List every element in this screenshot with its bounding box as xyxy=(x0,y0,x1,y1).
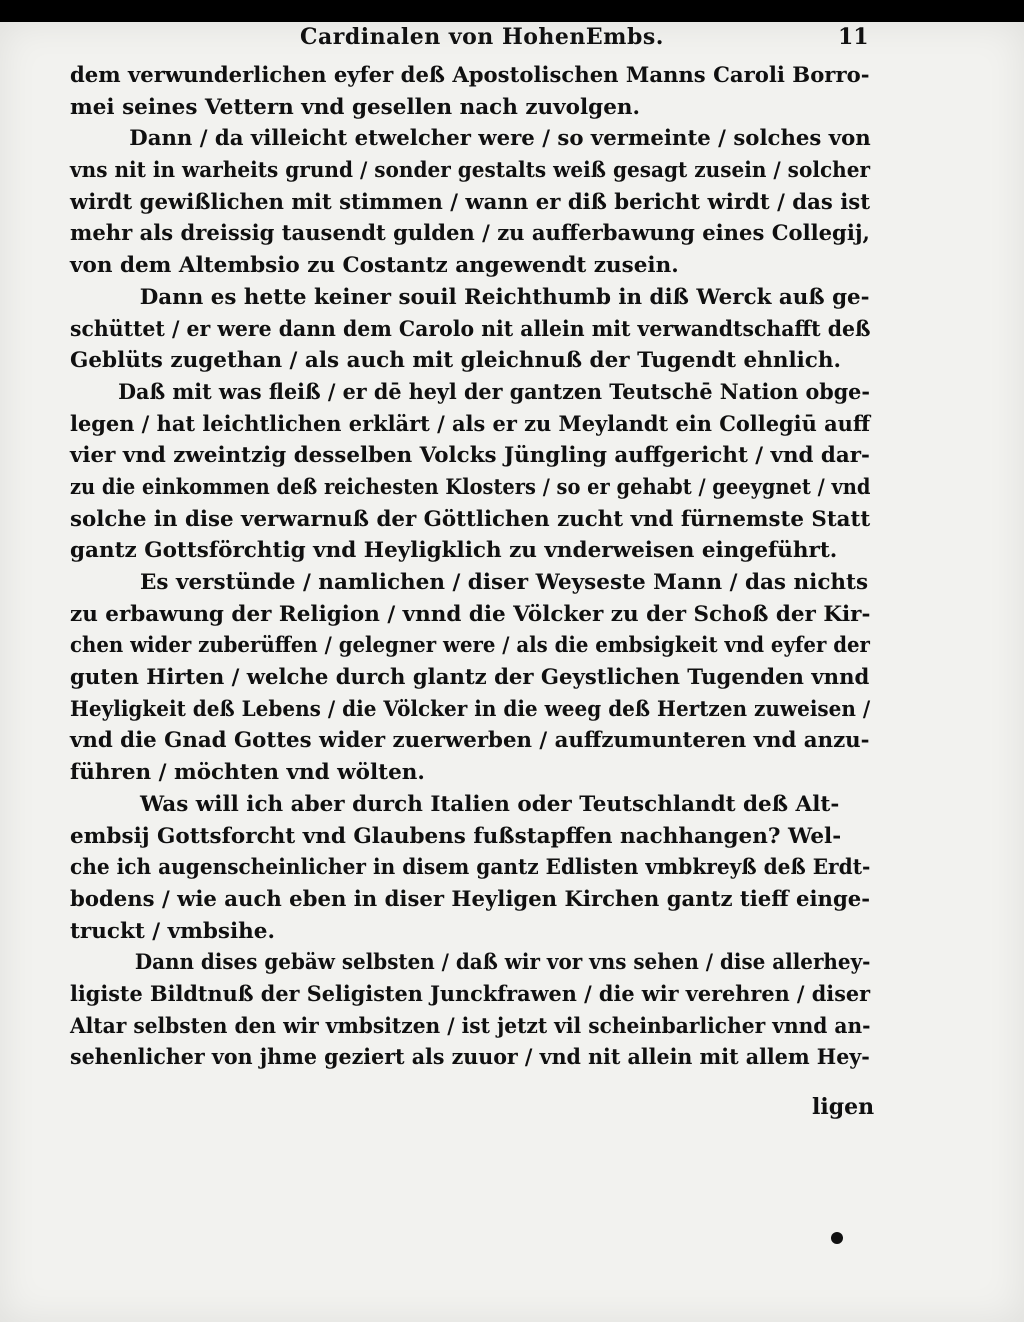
running-title: Cardinalen von HohenEmbs. xyxy=(300,24,664,50)
text-line: dem verwunderlichen eyfer deß Apostolischen Manns Caroli Borro- xyxy=(70,63,870,88)
body-text xyxy=(70,60,870,1074)
text-line: che ich augenscheinlicher in disem gantz Edlisten vmbkreyß deß Erdt- xyxy=(70,855,871,881)
text-line: zu erbawung der Religion / vnnd die Völcker zu der Schoß der Kir- xyxy=(70,601,871,627)
text-line: mehr als dreissig tausendt gulden / zu aufferbawung eines Collegij, xyxy=(70,221,870,247)
text-line: Daß mit was fleiß / er dē heyl der gantzen Teutschē Nation obge- xyxy=(118,379,870,405)
text-line: guten Hirten / welche durch glantz der Geystlichen Tugenden vnnd xyxy=(70,665,870,691)
text-line: bodens / wie auch eben in diser Heyligen Kirchen gantz tieff einge- xyxy=(70,886,871,912)
text-line: vnd die Gnad Gottes wider zuerwerben / auffzumunteren vnd anzu- xyxy=(70,728,870,754)
catchword: ligen xyxy=(812,1094,875,1120)
book-page xyxy=(0,22,1024,1322)
text-line: mei seines Vettern vnd gesellen nach zuvolgen. xyxy=(70,94,641,120)
text-line: chen wider zuberüffen / gelegner were / als die embsigkeit vnd eyfer der xyxy=(70,633,870,659)
text-line: Dann dises gebäw selbsten / daß wir vor vns sehen / dise allerhey- xyxy=(134,950,871,976)
text-line: ligiste Bildtnuß der Seligisten Junckfrawen / die wir verehren / diser xyxy=(70,981,871,1007)
text-line: gantz Gottsförchtig vnd Heyligklich zu vnderweisen eingeführt. xyxy=(70,538,838,564)
text-line: vns nit in warheits grund / sonder gestalts weiß gesagt zusein / solcher xyxy=(70,158,871,184)
page-number: 11 xyxy=(838,24,869,50)
text-line: Heyligkeit deß Lebens / die Völcker in die weeg deß Hertzen zuweisen / xyxy=(70,696,871,722)
text-line: embsij Gottsforcht vnd Glaubens fußstapffen nachhangen? Wel- xyxy=(70,823,842,849)
ink-dot xyxy=(831,1232,843,1244)
page-header xyxy=(0,22,1024,62)
text-line: Dann es hette keiner souil Reichthumb in diß Werck auß ge- xyxy=(139,284,870,310)
text-line: von dem Altembsio zu Costantz angewendt zusein. xyxy=(70,253,679,279)
text-line: wirdt gewißlichen mit stimmen / wann er diß bericht wirdt / das ist xyxy=(70,189,871,215)
text-line: Es verstünde / namlichen / diser Weyseste Mann / das nichts xyxy=(140,570,869,595)
text-line: führen / möchten vnd wölten. xyxy=(70,760,425,786)
text-line: Geblüts zugethan / als auch mit gleichnuß der Tugendt ehnlich. xyxy=(70,348,841,374)
text-line: Altar selbsten den wir vmbsitzen / ist jetzt vil scheinbarlicher vnnd an- xyxy=(70,1013,871,1039)
text-line: zu die einkommen deß reichesten Klosters / so er gehabt / geeygnet / vnd xyxy=(70,474,871,500)
text-line: sehenlicher von jhme geziert als zuuor / vnd nit allein mit allem Hey- xyxy=(70,1045,870,1071)
text-line: schüttet / er were dann dem Carolo nit allein mit verwandtschafft deß xyxy=(70,316,871,342)
text-line: legen / hat leichtlichen erklärt / als er zu Meylandt ein Collegiū auff xyxy=(70,411,871,437)
text-line: vier vnd zweintzig desselben Volcks Jüngling auffgericht / vnd dar- xyxy=(70,443,870,469)
text-line: truckt / vmbsihe. xyxy=(70,918,275,944)
text-line: Dann / da villeicht etwelcher were / so vermeinte / solches von xyxy=(129,126,871,152)
text-line: Was will ich aber durch Italien oder Teutschlandt deß Alt- xyxy=(140,791,840,817)
text-line: solche in dise verwarnuß der Göttlichen zucht vnd fürnemste Statt xyxy=(70,506,871,532)
